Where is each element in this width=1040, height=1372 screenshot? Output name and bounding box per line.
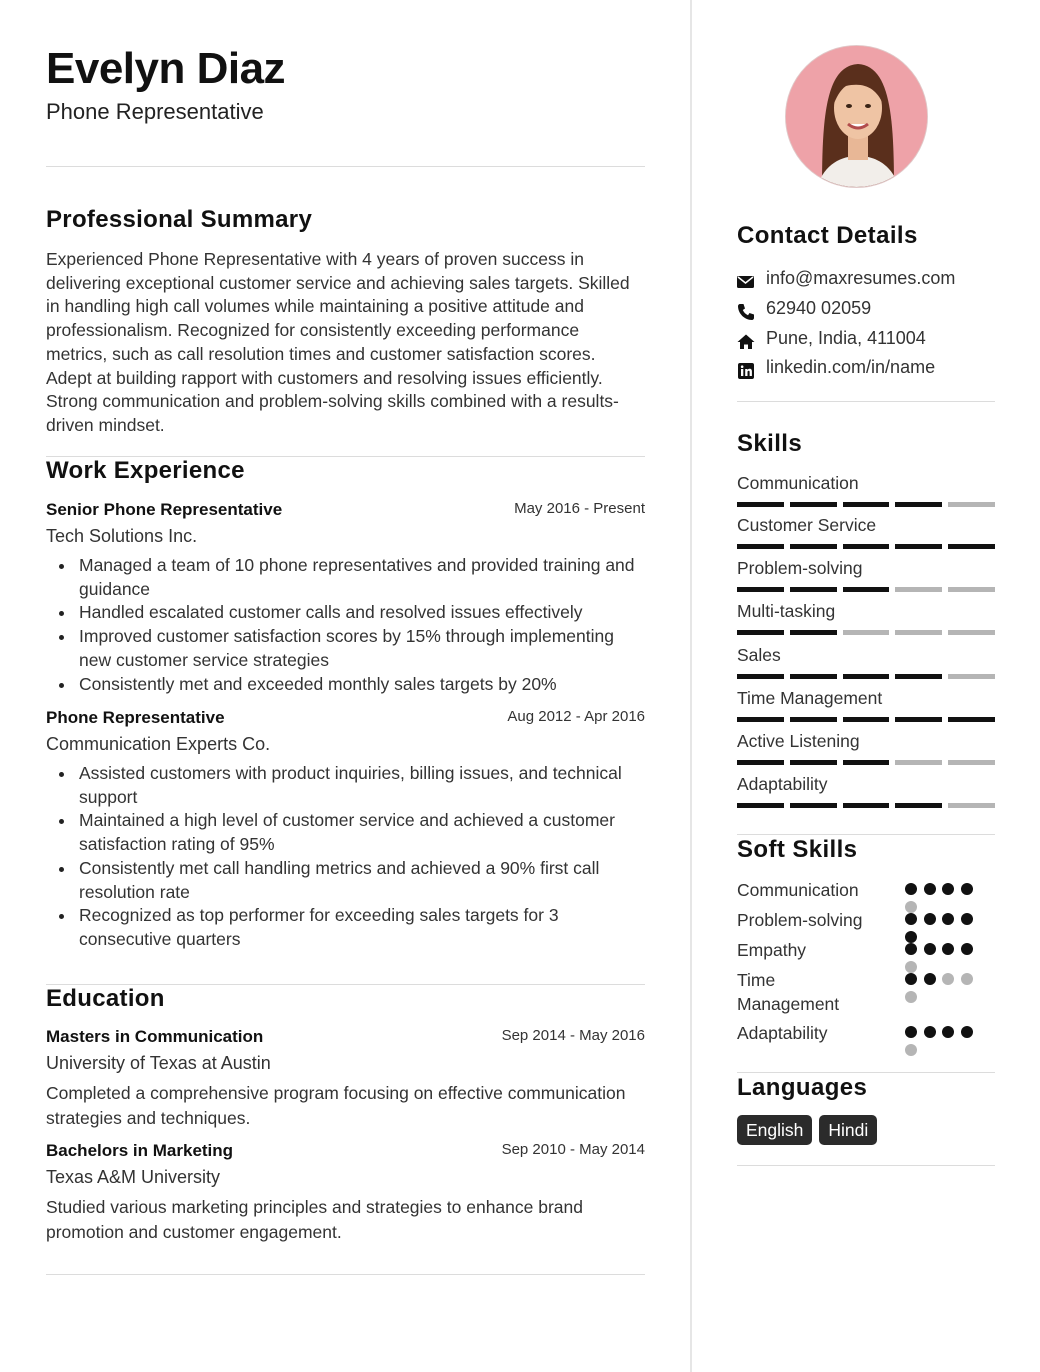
skill-item xyxy=(737,557,995,592)
column-divider xyxy=(690,0,692,1372)
soft-skills-heading: Soft Skills xyxy=(737,836,858,863)
education-date: Sep 2014 - May 2016 xyxy=(501,1027,645,1044)
job-header xyxy=(46,500,645,524)
job-bullet: Consistently met call handling metrics and achieved a 90% first call resolution rate xyxy=(46,857,645,904)
rating-dot xyxy=(905,931,917,943)
skill-label: Sales xyxy=(737,645,781,665)
rating-dot xyxy=(961,973,973,985)
skill-level-segment xyxy=(895,587,942,592)
skill-level-segment xyxy=(737,544,784,549)
skill-level-segment xyxy=(948,630,995,635)
languages-divider xyxy=(737,1165,995,1166)
skill-level-segment xyxy=(843,544,890,549)
job-bullets xyxy=(46,554,645,696)
skill-level-segment xyxy=(895,630,942,635)
education-divider xyxy=(46,1274,645,1275)
rating-dot xyxy=(905,943,917,955)
education-description: Studied various marketing principles and strategies to enhance brand promotion and customer engagement. xyxy=(46,1197,583,1242)
rating-dot xyxy=(961,913,973,925)
profile-photo xyxy=(785,45,928,188)
skill-label: Active Listening xyxy=(737,731,860,751)
skill-level-segment xyxy=(843,760,890,765)
education-header xyxy=(46,1141,645,1165)
education-header xyxy=(46,1027,645,1051)
summary-heading: Professional Summary xyxy=(46,206,313,233)
skill-level-segment xyxy=(737,587,784,592)
skill-level-segment xyxy=(737,630,784,635)
education-date: Sep 2010 - May 2014 xyxy=(501,1141,645,1158)
skill-item xyxy=(737,687,995,722)
skills-heading: Skills xyxy=(737,430,803,457)
skill-label: Multi-tasking xyxy=(737,601,836,621)
language-badge: English xyxy=(737,1115,812,1145)
job-bullet: Handled escalated customer calls and resolved issues effectively xyxy=(46,601,645,625)
skill-level-segment xyxy=(790,544,837,549)
education-heading: Education xyxy=(46,985,165,1012)
rating-dot xyxy=(924,883,936,895)
education-school: University of Texas at Austin xyxy=(46,1053,271,1073)
languages-heading: Languages xyxy=(737,1074,868,1101)
candidate-name: Evelyn Diaz xyxy=(46,44,286,93)
portrait-illustration xyxy=(786,46,928,188)
skill-level-segment xyxy=(737,674,784,679)
candidate-title: Phone Representative xyxy=(46,99,264,124)
skill-level-bar xyxy=(737,674,995,679)
envelope-icon xyxy=(737,273,755,291)
skill-level-segment xyxy=(948,544,995,549)
rating-dot xyxy=(961,883,973,895)
skill-level-segment xyxy=(895,674,942,679)
education-entry xyxy=(46,1027,645,1130)
contact-heading: Contact Details xyxy=(737,222,918,249)
contact-email[interactable] xyxy=(737,268,995,298)
job-bullet: Assisted customers with product inquiries, billing issues, and technical support xyxy=(46,762,645,809)
contact-phone-text: 62940 02059 xyxy=(766,298,872,318)
experience-heading: Work Experience xyxy=(46,457,245,484)
skill-item xyxy=(737,514,995,549)
skill-level-segment xyxy=(790,630,837,635)
skill-level-segment xyxy=(948,760,995,765)
job-bullet: Recognized as top performer for exceeding sales targets for 3 consecutive quarters xyxy=(46,904,645,951)
rating-dot xyxy=(905,961,917,973)
header-divider xyxy=(46,166,645,167)
skill-level-segment xyxy=(790,803,837,808)
skill-level-segment xyxy=(948,502,995,507)
phone-icon xyxy=(737,303,755,321)
job-bullet: Managed a team of 10 phone representatives and provided training and guidance xyxy=(46,554,645,601)
skill-level-segment xyxy=(843,803,890,808)
rating-dot xyxy=(905,973,917,985)
job-bullet: Consistently met and exceeded monthly sales targets by 20% xyxy=(46,673,645,697)
rating-dot xyxy=(905,883,917,895)
skill-level-bar xyxy=(737,544,995,549)
job-bullets xyxy=(46,762,645,952)
education-degree: Bachelors in Marketing xyxy=(46,1141,234,1160)
soft-skills-divider xyxy=(737,1072,995,1073)
skill-level-segment xyxy=(843,717,890,722)
job-bullet: Improved customer satisfaction scores by 15% through implementing new customer service strategies xyxy=(46,625,645,672)
rating-dot xyxy=(905,1026,917,1038)
contact-linkedin[interactable] xyxy=(737,357,995,387)
skill-level-segment xyxy=(948,803,995,808)
job-entry xyxy=(46,500,645,696)
skill-level-segment xyxy=(895,502,942,507)
skill-level-segment xyxy=(843,674,890,679)
language-badge: Hindi xyxy=(819,1115,877,1145)
skill-level-segment xyxy=(948,587,995,592)
rating-dot xyxy=(905,1044,917,1056)
contact-email-text: info@maxresumes.com xyxy=(766,268,956,288)
skill-level-segment xyxy=(790,502,837,507)
rating-dot xyxy=(924,1026,936,1038)
rating-dot xyxy=(942,883,954,895)
soft-skill-label: Empathy xyxy=(737,940,807,960)
skill-level-segment xyxy=(843,502,890,507)
skill-level-bar xyxy=(737,717,995,722)
rating-dot xyxy=(942,973,954,985)
rating-dot xyxy=(924,973,936,985)
rating-dot xyxy=(924,943,936,955)
skill-level-bar xyxy=(737,803,995,808)
skill-level-segment xyxy=(790,760,837,765)
skill-item xyxy=(737,730,995,765)
contact-address xyxy=(737,328,995,358)
job-company: Tech Solutions Inc. xyxy=(46,526,198,546)
rating-dot xyxy=(942,943,954,955)
skill-level-segment xyxy=(948,717,995,722)
soft-skill-label: Adaptability xyxy=(737,1023,828,1043)
job-entry xyxy=(46,708,645,952)
rating-dot xyxy=(905,901,917,913)
skill-level-segment xyxy=(895,544,942,549)
soft-skill-label: Time Management xyxy=(737,970,840,1014)
skill-level-segment xyxy=(895,760,942,765)
rating-dot xyxy=(905,913,917,925)
job-company: Communication Experts Co. xyxy=(46,734,271,754)
skill-level-segment xyxy=(843,587,890,592)
skill-level-bar xyxy=(737,587,995,592)
skill-item xyxy=(737,644,995,679)
skill-level-segment xyxy=(737,717,784,722)
education-degree: Masters in Communication xyxy=(46,1027,264,1046)
linkedin-icon xyxy=(737,362,755,380)
skill-level-segment xyxy=(895,803,942,808)
soft-skill-label: Problem-solving xyxy=(737,910,863,930)
education-school: Texas A&M University xyxy=(46,1167,221,1187)
skill-level-bar xyxy=(737,502,995,507)
summary-text: Experienced Phone Representative with 4 years of proven success in delivering exceptional customer service and achieving sales targets. Skilled in handling high call volumes while maintaining a positive attitude and professionalism. Recognized for consistently exceeding performance metrics, such as call resolution times and customer satisfaction scores. Adept at building rapport with customers and resolving issues efficiently. Strong communication and problem-solving skills combined with a results-driven mindset. xyxy=(46,249,630,435)
education-entry xyxy=(46,1141,645,1244)
skill-label: Problem-solving xyxy=(737,558,863,578)
skill-item xyxy=(737,600,995,635)
skill-level-segment xyxy=(790,674,837,679)
rating-dot xyxy=(942,1026,954,1038)
job-role: Phone Representative xyxy=(46,708,225,727)
skill-level-segment xyxy=(790,717,837,722)
rating-dot xyxy=(961,943,973,955)
skill-label: Communication xyxy=(737,473,859,493)
contact-divider xyxy=(737,401,995,402)
skill-level-segment xyxy=(737,760,784,765)
skill-item xyxy=(737,773,995,808)
rating-dot xyxy=(961,1026,973,1038)
education-description: Completed a comprehensive program focusing on effective communication strategies and techniques. xyxy=(46,1083,626,1128)
contact-address-text: Pune, India, 411004 xyxy=(766,328,926,348)
languages-list xyxy=(737,1115,877,1145)
rating-dot xyxy=(942,913,954,925)
job-bullet: Maintained a high level of customer service and achieved a customer satisfaction rating of 95% xyxy=(46,809,645,856)
skill-level-segment xyxy=(790,587,837,592)
skill-level-segment xyxy=(737,502,784,507)
skill-label: Customer Service xyxy=(737,515,877,535)
home-icon xyxy=(737,333,755,351)
job-header xyxy=(46,708,645,732)
contact-phone[interactable] xyxy=(737,298,995,328)
contact-linkedin-text: linkedin.com/in/name xyxy=(766,357,936,377)
skill-level-segment xyxy=(737,803,784,808)
job-date: Aug 2012 - Apr 2016 xyxy=(507,708,645,725)
skill-level-segment xyxy=(948,674,995,679)
soft-skill-label: Communication xyxy=(737,880,859,900)
skill-label: Adaptability xyxy=(737,774,828,794)
skill-item xyxy=(737,472,995,507)
skill-level-segment xyxy=(895,717,942,722)
skill-level-segment xyxy=(843,630,890,635)
skill-level-bar xyxy=(737,760,995,765)
skill-label: Time Management xyxy=(737,688,883,708)
rating-dot xyxy=(924,913,936,925)
skill-level-bar xyxy=(737,630,995,635)
job-role: Senior Phone Representative xyxy=(46,500,283,519)
rating-dot xyxy=(905,991,917,1003)
job-date: May 2016 - Present xyxy=(514,500,645,517)
skills-divider xyxy=(737,834,995,835)
